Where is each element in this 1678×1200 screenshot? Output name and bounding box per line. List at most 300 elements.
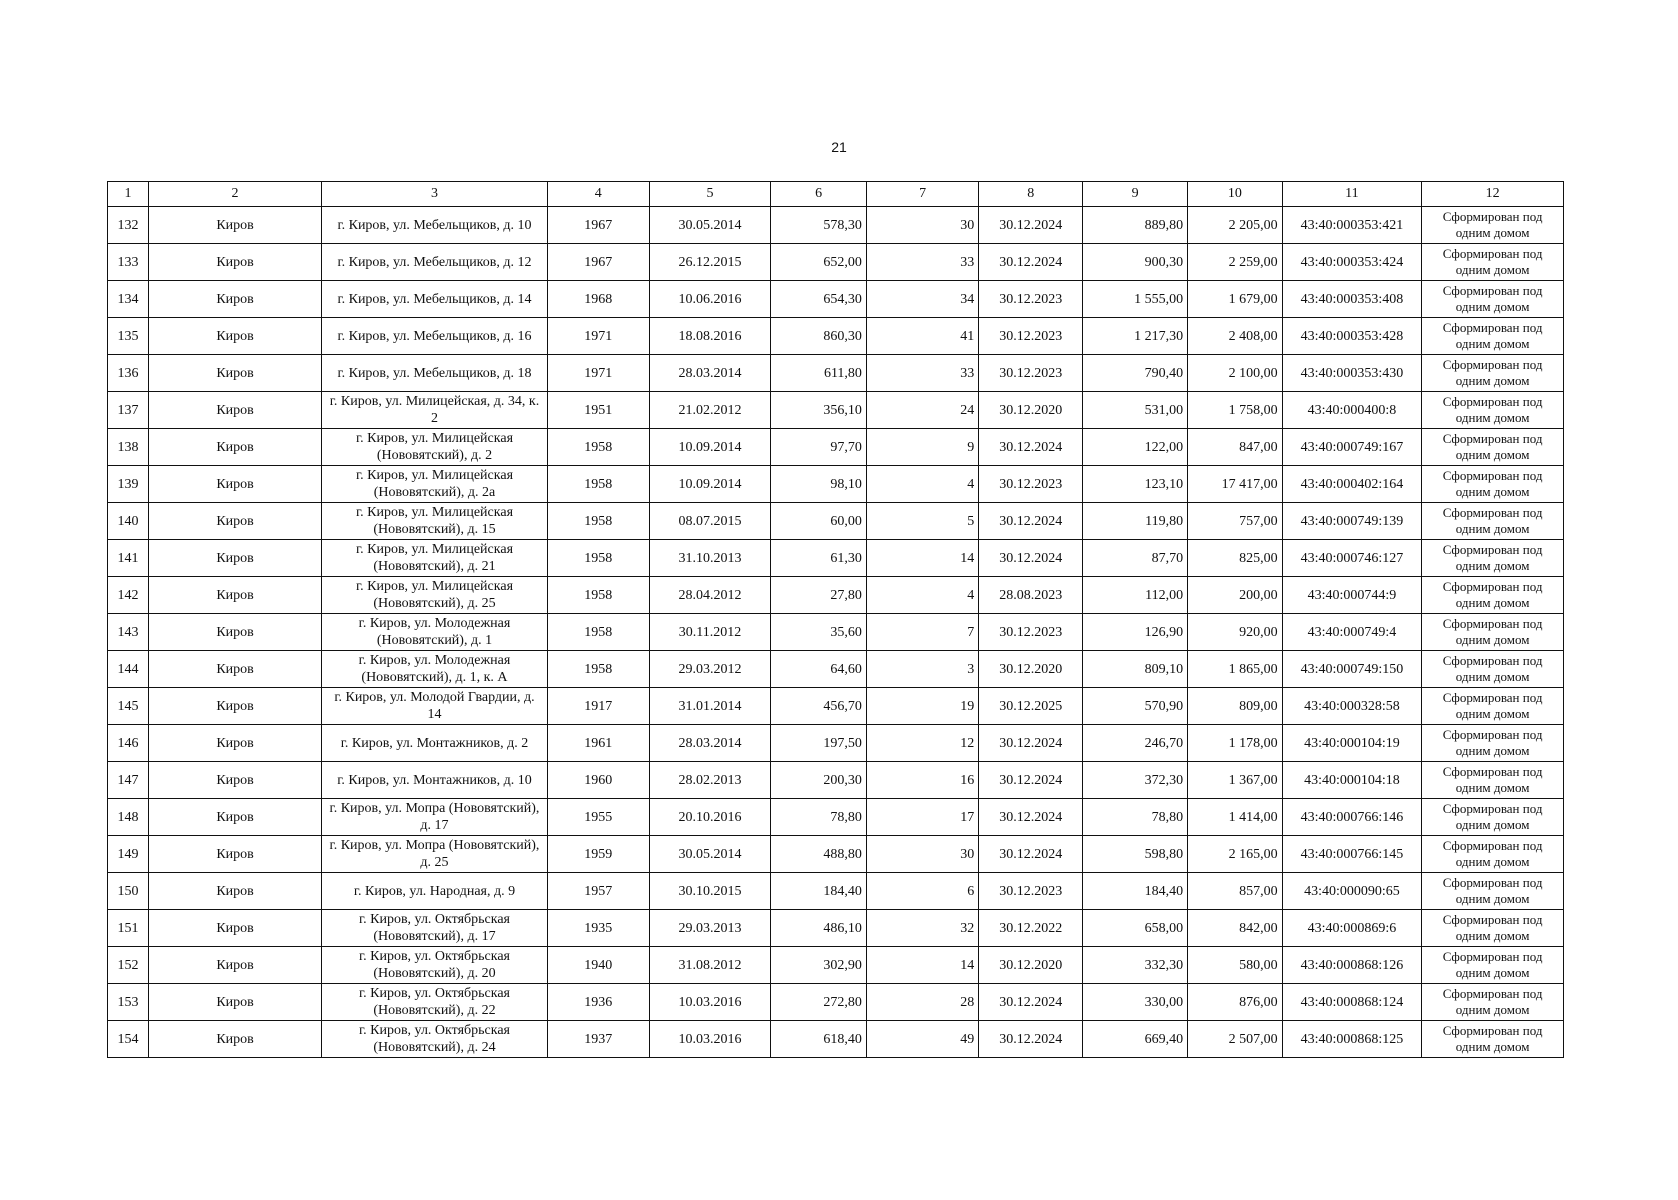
cell-date-5: 31.08.2012 bbox=[649, 947, 771, 984]
cell-area: 356,10 bbox=[771, 392, 867, 429]
column-header: 11 bbox=[1282, 182, 1422, 207]
cell-date-5: 31.01.2014 bbox=[649, 688, 771, 725]
cell-year-built: 1917 bbox=[547, 688, 649, 725]
cell-city: Киров bbox=[148, 318, 321, 355]
table-row bbox=[108, 244, 1564, 281]
cell-date-8: 30.12.2023 bbox=[979, 614, 1083, 651]
cell-status: Сформирован под одним домом bbox=[1422, 947, 1564, 984]
cell-cadastral-number: 43:40:000402:164 bbox=[1282, 466, 1422, 503]
cell-count-7: 30 bbox=[866, 836, 978, 873]
cell-count-7: 14 bbox=[866, 540, 978, 577]
cell-status: Сформирован под одним домом bbox=[1422, 762, 1564, 799]
cell-value-10: 809,00 bbox=[1188, 688, 1282, 725]
cell-date-5: 31.10.2013 bbox=[649, 540, 771, 577]
cell-area: 184,40 bbox=[771, 873, 867, 910]
cell-date-5: 28.03.2014 bbox=[649, 725, 771, 762]
cell-status: Сформирован под одним домом bbox=[1422, 984, 1564, 1021]
cell-cadastral-number: 43:40:000353:408 bbox=[1282, 281, 1422, 318]
cell-city: Киров bbox=[148, 466, 321, 503]
cell-address: г. Киров, ул. Мопра (Нововятский), д. 17 bbox=[322, 799, 548, 836]
cell-status: Сформирован под одним домом bbox=[1422, 244, 1564, 281]
column-number-row bbox=[108, 182, 1564, 207]
cell-city: Киров bbox=[148, 281, 321, 318]
cell-address: г. Киров, ул. Мебельщиков, д. 18 bbox=[322, 355, 548, 392]
cell-date-8: 30.12.2020 bbox=[979, 947, 1083, 984]
cell-year-built: 1958 bbox=[547, 577, 649, 614]
cell-status: Сформирован под одним домом bbox=[1422, 429, 1564, 466]
cell-area: 611,80 bbox=[771, 355, 867, 392]
cell-address: г. Киров, ул. Октябрьская (Нововятский), д. 17 bbox=[322, 910, 548, 947]
cell-year-built: 1971 bbox=[547, 318, 649, 355]
cell-row-number: 145 bbox=[108, 688, 149, 725]
cell-cadastral-number: 43:40:000744:9 bbox=[1282, 577, 1422, 614]
cell-year-built: 1935 bbox=[547, 910, 649, 947]
cell-count-7: 4 bbox=[866, 466, 978, 503]
cell-value-9: 531,00 bbox=[1083, 392, 1188, 429]
cell-date-5: 08.07.2015 bbox=[649, 503, 771, 540]
table-row bbox=[108, 392, 1564, 429]
cell-value-10: 2 507,00 bbox=[1188, 1021, 1282, 1058]
cell-value-9: 658,00 bbox=[1083, 910, 1188, 947]
cell-date-8: 28.08.2023 bbox=[979, 577, 1083, 614]
cell-date-8: 30.12.2023 bbox=[979, 466, 1083, 503]
cell-address: г. Киров, ул. Милицейская (Нововятский), д. 2 bbox=[322, 429, 548, 466]
cell-value-9: 246,70 bbox=[1083, 725, 1188, 762]
cell-row-number: 154 bbox=[108, 1021, 149, 1058]
cell-address: г. Киров, ул. Монтажников, д. 2 bbox=[322, 725, 548, 762]
cell-row-number: 140 bbox=[108, 503, 149, 540]
table-row bbox=[108, 836, 1564, 873]
cell-row-number: 152 bbox=[108, 947, 149, 984]
cell-city: Киров bbox=[148, 207, 321, 244]
cell-row-number: 142 bbox=[108, 577, 149, 614]
table-row bbox=[108, 318, 1564, 355]
cell-date-5: 30.05.2014 bbox=[649, 207, 771, 244]
cell-date-5: 10.06.2016 bbox=[649, 281, 771, 318]
cell-address: г. Киров, ул. Октябрьская (Нововятский), д. 22 bbox=[322, 984, 548, 1021]
cell-date-5: 10.09.2014 bbox=[649, 429, 771, 466]
column-header: 1 bbox=[108, 182, 149, 207]
cell-value-10: 1 414,00 bbox=[1188, 799, 1282, 836]
cell-row-number: 144 bbox=[108, 651, 149, 688]
table-row bbox=[108, 688, 1564, 725]
cell-year-built: 1958 bbox=[547, 503, 649, 540]
cell-value-10: 920,00 bbox=[1188, 614, 1282, 651]
cell-cadastral-number: 43:40:000353:421 bbox=[1282, 207, 1422, 244]
cell-status: Сформирован под одним домом bbox=[1422, 836, 1564, 873]
cell-address: г. Киров, ул. Молодежная (Нововятский), д. 1, к. А bbox=[322, 651, 548, 688]
column-header: 12 bbox=[1422, 182, 1564, 207]
cell-area: 578,30 bbox=[771, 207, 867, 244]
cell-year-built: 1951 bbox=[547, 392, 649, 429]
cell-cadastral-number: 43:40:000353:428 bbox=[1282, 318, 1422, 355]
cell-date-5: 30.05.2014 bbox=[649, 836, 771, 873]
cell-year-built: 1936 bbox=[547, 984, 649, 1021]
cell-value-10: 1 758,00 bbox=[1188, 392, 1282, 429]
cell-city: Киров bbox=[148, 836, 321, 873]
cell-city: Киров bbox=[148, 392, 321, 429]
cell-cadastral-number: 43:40:000749:167 bbox=[1282, 429, 1422, 466]
cell-row-number: 133 bbox=[108, 244, 149, 281]
column-header: 6 bbox=[771, 182, 867, 207]
cell-year-built: 1958 bbox=[547, 651, 649, 688]
cell-address: г. Киров, ул. Милицейская (Нововятский), д. 15 bbox=[322, 503, 548, 540]
cell-count-7: 12 bbox=[866, 725, 978, 762]
cell-value-9: 112,00 bbox=[1083, 577, 1188, 614]
cell-status: Сформирован под одним домом bbox=[1422, 688, 1564, 725]
cell-address: г. Киров, ул. Мопра (Нововятский), д. 25 bbox=[322, 836, 548, 873]
cell-date-5: 29.03.2012 bbox=[649, 651, 771, 688]
table-row bbox=[108, 873, 1564, 910]
cell-city: Киров bbox=[148, 799, 321, 836]
cell-date-5: 20.10.2016 bbox=[649, 799, 771, 836]
cell-year-built: 1971 bbox=[547, 355, 649, 392]
cell-count-7: 19 bbox=[866, 688, 978, 725]
cell-value-9: 330,00 bbox=[1083, 984, 1188, 1021]
cell-date-5: 28.03.2014 bbox=[649, 355, 771, 392]
cell-value-10: 2 408,00 bbox=[1188, 318, 1282, 355]
cell-city: Киров bbox=[148, 503, 321, 540]
table-row bbox=[108, 651, 1564, 688]
cell-date-5: 28.04.2012 bbox=[649, 577, 771, 614]
table-row bbox=[108, 984, 1564, 1021]
cell-address: г. Киров, ул. Молодежная (Нововятский), д. 1 bbox=[322, 614, 548, 651]
cell-cadastral-number: 43:40:000749:150 bbox=[1282, 651, 1422, 688]
cell-area: 272,80 bbox=[771, 984, 867, 1021]
cell-row-number: 134 bbox=[108, 281, 149, 318]
cell-address: г. Киров, ул. Милицейская (Нововятский), д. 21 bbox=[322, 540, 548, 577]
cell-area: 618,40 bbox=[771, 1021, 867, 1058]
cell-date-8: 30.12.2023 bbox=[979, 873, 1083, 910]
cell-cadastral-number: 43:40:000104:18 bbox=[1282, 762, 1422, 799]
cell-value-9: 184,40 bbox=[1083, 873, 1188, 910]
cell-value-10: 2 100,00 bbox=[1188, 355, 1282, 392]
cell-count-7: 32 bbox=[866, 910, 978, 947]
cell-date-5: 28.02.2013 bbox=[649, 762, 771, 799]
housing-register-table bbox=[107, 181, 1564, 1058]
cell-date-8: 30.12.2025 bbox=[979, 688, 1083, 725]
page-number: 21 bbox=[831, 139, 847, 155]
cell-cadastral-number: 43:40:000766:145 bbox=[1282, 836, 1422, 873]
cell-address: г. Киров, ул. Октябрьская (Нововятский), д. 24 bbox=[322, 1021, 548, 1058]
cell-status: Сформирован под одним домом bbox=[1422, 318, 1564, 355]
cell-year-built: 1958 bbox=[547, 540, 649, 577]
cell-row-number: 149 bbox=[108, 836, 149, 873]
cell-value-10: 842,00 bbox=[1188, 910, 1282, 947]
cell-city: Киров bbox=[148, 614, 321, 651]
cell-row-number: 148 bbox=[108, 799, 149, 836]
cell-date-5: 10.03.2016 bbox=[649, 984, 771, 1021]
cell-count-7: 28 bbox=[866, 984, 978, 1021]
cell-date-5: 18.08.2016 bbox=[649, 318, 771, 355]
cell-status: Сформирован под одним домом bbox=[1422, 725, 1564, 762]
cell-year-built: 1960 bbox=[547, 762, 649, 799]
cell-date-8: 30.12.2024 bbox=[979, 984, 1083, 1021]
cell-address: г. Киров, ул. Монтажников, д. 10 bbox=[322, 762, 548, 799]
cell-value-10: 847,00 bbox=[1188, 429, 1282, 466]
table-row bbox=[108, 614, 1564, 651]
cell-year-built: 1958 bbox=[547, 429, 649, 466]
cell-cadastral-number: 43:40:000868:124 bbox=[1282, 984, 1422, 1021]
cell-year-built: 1955 bbox=[547, 799, 649, 836]
cell-city: Киров bbox=[148, 725, 321, 762]
cell-date-8: 30.12.2020 bbox=[979, 651, 1083, 688]
cell-area: 860,30 bbox=[771, 318, 867, 355]
cell-status: Сформирован под одним домом bbox=[1422, 651, 1564, 688]
cell-date-8: 30.12.2024 bbox=[979, 244, 1083, 281]
cell-year-built: 1961 bbox=[547, 725, 649, 762]
cell-row-number: 137 bbox=[108, 392, 149, 429]
cell-value-9: 332,30 bbox=[1083, 947, 1188, 984]
cell-area: 488,80 bbox=[771, 836, 867, 873]
cell-cadastral-number: 43:40:000353:424 bbox=[1282, 244, 1422, 281]
cell-value-9: 570,90 bbox=[1083, 688, 1188, 725]
cell-area: 27,80 bbox=[771, 577, 867, 614]
cell-address: г. Киров, ул. Милицейская, д. 34, к. 2 bbox=[322, 392, 548, 429]
cell-area: 98,10 bbox=[771, 466, 867, 503]
cell-value-10: 1 679,00 bbox=[1188, 281, 1282, 318]
cell-cadastral-number: 43:40:000749:4 bbox=[1282, 614, 1422, 651]
cell-area: 197,50 bbox=[771, 725, 867, 762]
table-row bbox=[108, 429, 1564, 466]
cell-city: Киров bbox=[148, 577, 321, 614]
table-row bbox=[108, 910, 1564, 947]
cell-address: г. Киров, ул. Молодой Гвардии, д. 14 bbox=[322, 688, 548, 725]
cell-row-number: 151 bbox=[108, 910, 149, 947]
cell-status: Сформирован под одним домом bbox=[1422, 1021, 1564, 1058]
cell-cadastral-number: 43:40:000328:58 bbox=[1282, 688, 1422, 725]
cell-date-8: 30.12.2024 bbox=[979, 207, 1083, 244]
cell-status: Сформирован под одним домом bbox=[1422, 392, 1564, 429]
cell-value-10: 1 178,00 bbox=[1188, 725, 1282, 762]
cell-status: Сформирован под одним домом bbox=[1422, 540, 1564, 577]
cell-city: Киров bbox=[148, 910, 321, 947]
table-row bbox=[108, 207, 1564, 244]
cell-city: Киров bbox=[148, 540, 321, 577]
cell-count-7: 33 bbox=[866, 355, 978, 392]
table-row bbox=[108, 947, 1564, 984]
cell-count-7: 9 bbox=[866, 429, 978, 466]
cell-count-7: 5 bbox=[866, 503, 978, 540]
cell-date-8: 30.12.2024 bbox=[979, 725, 1083, 762]
cell-value-9: 126,90 bbox=[1083, 614, 1188, 651]
cell-year-built: 1967 bbox=[547, 244, 649, 281]
cell-address: г. Киров, ул. Мебельщиков, д. 16 bbox=[322, 318, 548, 355]
cell-date-5: 29.03.2013 bbox=[649, 910, 771, 947]
cell-value-10: 2 205,00 bbox=[1188, 207, 1282, 244]
cell-value-9: 119,80 bbox=[1083, 503, 1188, 540]
cell-address: г. Киров, ул. Милицейская (Нововятский), д. 2а bbox=[322, 466, 548, 503]
cell-cadastral-number: 43:40:000400:8 bbox=[1282, 392, 1422, 429]
column-header: 3 bbox=[322, 182, 548, 207]
cell-year-built: 1967 bbox=[547, 207, 649, 244]
cell-date-8: 30.12.2024 bbox=[979, 762, 1083, 799]
cell-date-8: 30.12.2023 bbox=[979, 318, 1083, 355]
table-row bbox=[108, 1021, 1564, 1058]
table-row bbox=[108, 503, 1564, 540]
cell-value-9: 790,40 bbox=[1083, 355, 1188, 392]
cell-row-number: 141 bbox=[108, 540, 149, 577]
cell-area: 64,60 bbox=[771, 651, 867, 688]
cell-address: г. Киров, ул. Октябрьская (Нововятский), д. 20 bbox=[322, 947, 548, 984]
cell-date-8: 30.12.2024 bbox=[979, 503, 1083, 540]
cell-row-number: 143 bbox=[108, 614, 149, 651]
cell-value-9: 598,80 bbox=[1083, 836, 1188, 873]
cell-row-number: 136 bbox=[108, 355, 149, 392]
cell-cadastral-number: 43:40:000746:127 bbox=[1282, 540, 1422, 577]
cell-status: Сформирован под одним домом bbox=[1422, 466, 1564, 503]
cell-status: Сформирован под одним домом bbox=[1422, 873, 1564, 910]
cell-year-built: 1937 bbox=[547, 1021, 649, 1058]
cell-cadastral-number: 43:40:000869:6 bbox=[1282, 910, 1422, 947]
cell-row-number: 138 bbox=[108, 429, 149, 466]
cell-status: Сформирован под одним домом bbox=[1422, 207, 1564, 244]
column-header: 7 bbox=[866, 182, 978, 207]
cell-area: 486,10 bbox=[771, 910, 867, 947]
cell-address: г. Киров, ул. Народная, д. 9 bbox=[322, 873, 548, 910]
cell-address: г. Киров, ул. Мебельщиков, д. 10 bbox=[322, 207, 548, 244]
cell-date-8: 30.12.2024 bbox=[979, 836, 1083, 873]
cell-address: г. Киров, ул. Милицейская (Нововятский), д. 25 bbox=[322, 577, 548, 614]
cell-count-7: 34 bbox=[866, 281, 978, 318]
cell-city: Киров bbox=[148, 873, 321, 910]
cell-value-10: 2 165,00 bbox=[1188, 836, 1282, 873]
cell-year-built: 1940 bbox=[547, 947, 649, 984]
table-row bbox=[108, 540, 1564, 577]
cell-city: Киров bbox=[148, 762, 321, 799]
cell-status: Сформирован под одним домом bbox=[1422, 281, 1564, 318]
cell-date-5: 10.09.2014 bbox=[649, 466, 771, 503]
cell-city: Киров bbox=[148, 1021, 321, 1058]
cell-count-7: 41 bbox=[866, 318, 978, 355]
table-row bbox=[108, 466, 1564, 503]
cell-value-9: 1 555,00 bbox=[1083, 281, 1188, 318]
cell-count-7: 4 bbox=[866, 577, 978, 614]
cell-value-9: 809,10 bbox=[1083, 651, 1188, 688]
cell-value-9: 122,00 bbox=[1083, 429, 1188, 466]
cell-value-9: 123,10 bbox=[1083, 466, 1188, 503]
cell-status: Сформирован под одним домом bbox=[1422, 614, 1564, 651]
cell-date-5: 26.12.2015 bbox=[649, 244, 771, 281]
column-header: 9 bbox=[1083, 182, 1188, 207]
cell-city: Киров bbox=[148, 984, 321, 1021]
cell-area: 302,90 bbox=[771, 947, 867, 984]
table-row bbox=[108, 355, 1564, 392]
cell-cadastral-number: 43:40:000749:139 bbox=[1282, 503, 1422, 540]
cell-year-built: 1958 bbox=[547, 614, 649, 651]
cell-area: 200,30 bbox=[771, 762, 867, 799]
column-header: 5 bbox=[649, 182, 771, 207]
cell-cadastral-number: 43:40:000868:125 bbox=[1282, 1021, 1422, 1058]
cell-cadastral-number: 43:40:000766:146 bbox=[1282, 799, 1422, 836]
cell-row-number: 139 bbox=[108, 466, 149, 503]
cell-date-8: 30.12.2024 bbox=[979, 429, 1083, 466]
column-header: 4 bbox=[547, 182, 649, 207]
cell-area: 654,30 bbox=[771, 281, 867, 318]
cell-value-10: 200,00 bbox=[1188, 577, 1282, 614]
cell-status: Сформирован под одним домом bbox=[1422, 355, 1564, 392]
cell-count-7: 14 bbox=[866, 947, 978, 984]
cell-value-9: 87,70 bbox=[1083, 540, 1188, 577]
cell-status: Сформирован под одним домом bbox=[1422, 910, 1564, 947]
cell-value-10: 1 367,00 bbox=[1188, 762, 1282, 799]
cell-city: Киров bbox=[148, 355, 321, 392]
cell-cadastral-number: 43:40:000353:430 bbox=[1282, 355, 1422, 392]
cell-address: г. Киров, ул. Мебельщиков, д. 12 bbox=[322, 244, 548, 281]
cell-value-10: 1 865,00 bbox=[1188, 651, 1282, 688]
cell-count-7: 30 bbox=[866, 207, 978, 244]
cell-status: Сформирован под одним домом bbox=[1422, 799, 1564, 836]
cell-date-5: 30.10.2015 bbox=[649, 873, 771, 910]
cell-city: Киров bbox=[148, 651, 321, 688]
cell-value-10: 857,00 bbox=[1188, 873, 1282, 910]
cell-city: Киров bbox=[148, 947, 321, 984]
cell-count-7: 16 bbox=[866, 762, 978, 799]
cell-value-10: 876,00 bbox=[1188, 984, 1282, 1021]
cell-area: 652,00 bbox=[771, 244, 867, 281]
cell-date-8: 30.12.2023 bbox=[979, 281, 1083, 318]
cell-date-8: 30.12.2024 bbox=[979, 1021, 1083, 1058]
cell-count-7: 7 bbox=[866, 614, 978, 651]
cell-value-9: 78,80 bbox=[1083, 799, 1188, 836]
column-header: 10 bbox=[1188, 182, 1282, 207]
cell-date-8: 30.12.2020 bbox=[979, 392, 1083, 429]
cell-cadastral-number: 43:40:000104:19 bbox=[1282, 725, 1422, 762]
cell-status: Сформирован под одним домом bbox=[1422, 577, 1564, 614]
cell-value-10: 757,00 bbox=[1188, 503, 1282, 540]
cell-year-built: 1958 bbox=[547, 466, 649, 503]
cell-status: Сформирован под одним домом bbox=[1422, 503, 1564, 540]
table-row bbox=[108, 577, 1564, 614]
cell-address: г. Киров, ул. Мебельщиков, д. 14 bbox=[322, 281, 548, 318]
cell-value-10: 825,00 bbox=[1188, 540, 1282, 577]
table-row bbox=[108, 281, 1564, 318]
cell-count-7: 33 bbox=[866, 244, 978, 281]
cell-area: 456,70 bbox=[771, 688, 867, 725]
table-row bbox=[108, 725, 1564, 762]
cell-area: 61,30 bbox=[771, 540, 867, 577]
cell-cadastral-number: 43:40:000090:65 bbox=[1282, 873, 1422, 910]
column-header: 8 bbox=[979, 182, 1083, 207]
cell-date-5: 10.03.2016 bbox=[649, 1021, 771, 1058]
cell-row-number: 135 bbox=[108, 318, 149, 355]
cell-date-5: 21.02.2012 bbox=[649, 392, 771, 429]
cell-cadastral-number: 43:40:000868:126 bbox=[1282, 947, 1422, 984]
cell-row-number: 147 bbox=[108, 762, 149, 799]
cell-value-10: 580,00 bbox=[1188, 947, 1282, 984]
cell-value-9: 900,30 bbox=[1083, 244, 1188, 281]
column-header: 2 bbox=[148, 182, 321, 207]
cell-count-7: 3 bbox=[866, 651, 978, 688]
cell-value-9: 889,80 bbox=[1083, 207, 1188, 244]
cell-city: Киров bbox=[148, 244, 321, 281]
table-row bbox=[108, 799, 1564, 836]
cell-row-number: 146 bbox=[108, 725, 149, 762]
cell-value-10: 2 259,00 bbox=[1188, 244, 1282, 281]
cell-count-7: 24 bbox=[866, 392, 978, 429]
cell-row-number: 153 bbox=[108, 984, 149, 1021]
cell-row-number: 150 bbox=[108, 873, 149, 910]
cell-count-7: 49 bbox=[866, 1021, 978, 1058]
cell-value-10: 17 417,00 bbox=[1188, 466, 1282, 503]
cell-value-9: 669,40 bbox=[1083, 1021, 1188, 1058]
cell-area: 60,00 bbox=[771, 503, 867, 540]
cell-area: 35,60 bbox=[771, 614, 867, 651]
cell-value-9: 1 217,30 bbox=[1083, 318, 1188, 355]
cell-value-9: 372,30 bbox=[1083, 762, 1188, 799]
cell-count-7: 17 bbox=[866, 799, 978, 836]
cell-date-8: 30.12.2024 bbox=[979, 540, 1083, 577]
